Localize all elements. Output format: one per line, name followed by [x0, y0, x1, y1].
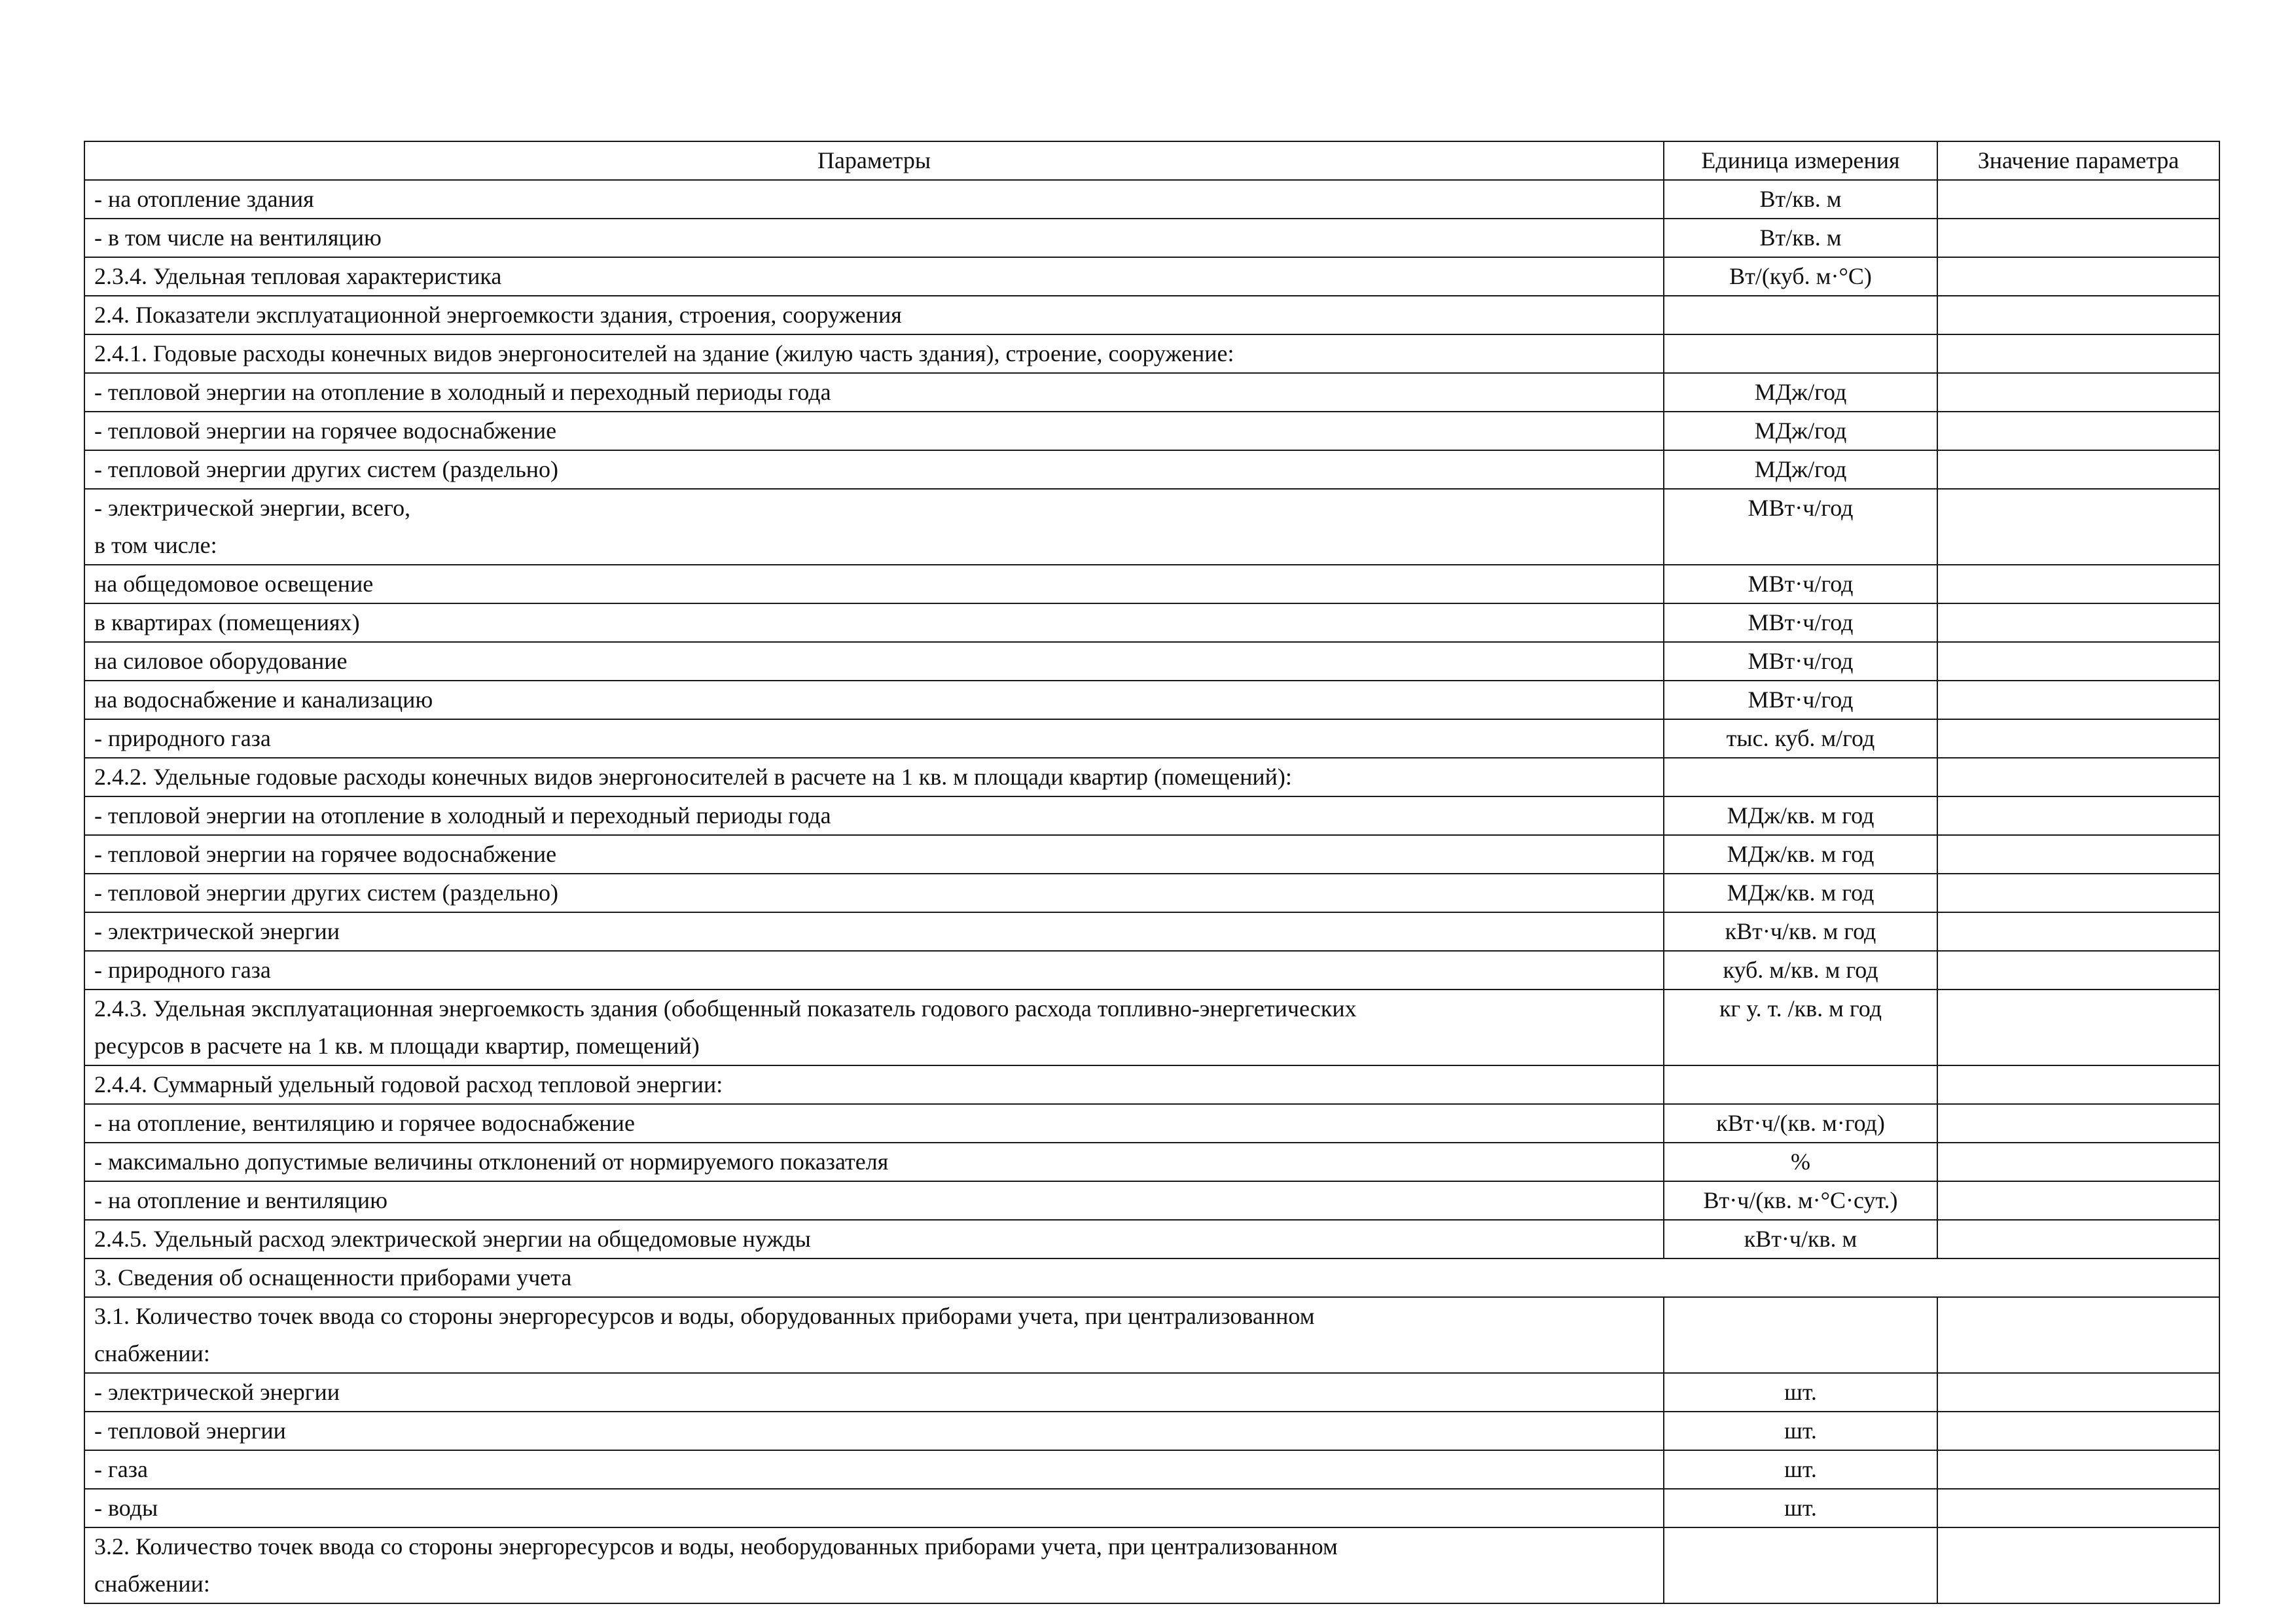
value-cell[interactable]: [1937, 835, 2219, 874]
value-cell[interactable]: [1937, 1527, 2219, 1603]
parameter-cell: [84, 373, 1664, 412]
parameter-cell: [84, 719, 1664, 758]
parameter-text: - на отопление здания: [94, 186, 314, 212]
table-row: [84, 681, 2219, 719]
parameter-cell: [84, 180, 1664, 219]
unit-cell: МДж/год: [1664, 412, 1937, 450]
value-cell[interactable]: [1937, 180, 2219, 219]
parameter-text: - тепловой энергии: [94, 1418, 286, 1444]
table-body: [84, 180, 2219, 1603]
table-row: [84, 334, 2219, 373]
value-cell[interactable]: [1937, 1104, 2219, 1143]
unit-cell: куб. м/кв. м год: [1664, 951, 1937, 990]
parameter-text: - электрической энергии, всего,: [94, 495, 411, 521]
parameter-text: 3.2. Количество точек ввода со стороны энергоресурсов и воды, необорудованных приборами учета, при централизованном: [94, 1533, 1338, 1560]
parameter-cell: [84, 257, 1664, 296]
table-row: [84, 412, 2219, 450]
value-cell[interactable]: [1937, 257, 2219, 296]
table-row: [84, 1489, 2219, 1527]
parameter-text: 3. Сведения об оснащенности приборами учета: [94, 1264, 572, 1291]
value-cell[interactable]: [1937, 1143, 2219, 1181]
parameter-cell: [84, 565, 1664, 603]
value-cell[interactable]: [1937, 1220, 2219, 1258]
parameter-cell: [84, 412, 1664, 450]
parameter-cell: [84, 1104, 1664, 1143]
value-cell[interactable]: [1937, 1450, 2219, 1489]
unit-cell: кВт·ч/(кв. м·год): [1664, 1104, 1937, 1143]
value-cell[interactable]: [1937, 412, 2219, 450]
value-cell[interactable]: [1937, 489, 2219, 565]
unit-cell: %: [1664, 1143, 1937, 1181]
parameter-cell: [84, 912, 1664, 951]
table-row: [84, 296, 2219, 334]
value-cell[interactable]: [1937, 874, 2219, 912]
value-cell[interactable]: [1937, 681, 2219, 719]
parameter-text: - тепловой энергии на отопление в холодный и переходный периоды года: [94, 379, 831, 405]
parameter-cell: [84, 1181, 1664, 1220]
parameter-cell: [84, 1220, 1664, 1258]
table-row: [84, 1527, 2219, 1603]
value-cell[interactable]: [1937, 912, 2219, 951]
parameter-cell: [84, 450, 1664, 489]
parameter-text: 2.4.1. Годовые расходы конечных видов энергоносителей на здание (жилую часть здания), строение, сооружение:: [94, 340, 1234, 366]
parameter-text: - тепловой энергии на горячее водоснабжение: [94, 841, 557, 867]
table-row: [84, 1065, 2219, 1104]
unit-cell: кВт·ч/кв. м год: [1664, 912, 1937, 951]
parameters-table-container: [84, 141, 2219, 1604]
parameter-text: - тепловой энергии других систем (раздельно): [94, 456, 558, 482]
parameter-cell: [84, 1065, 1664, 1104]
unit-cell: МВт·ч/год: [1664, 642, 1937, 681]
table-row: [84, 874, 2219, 912]
table-row: [84, 990, 2219, 1065]
parameters-table: [84, 141, 2220, 1604]
parameter-cell: [84, 874, 1664, 912]
parameter-cell: [84, 489, 1664, 565]
parameter-text: - на отопление, вентиляцию и горячее водоснабжение: [94, 1110, 635, 1136]
unit-cell: [1664, 1527, 1937, 1603]
parameter-cell: [84, 1489, 1664, 1527]
table-row: [84, 373, 2219, 412]
table-row: [84, 257, 2219, 296]
parameter-cell: [84, 835, 1664, 874]
table-row: [84, 719, 2219, 758]
header-parameters: Параметры: [84, 141, 1664, 180]
parameter-text: - на отопление и вентиляцию: [94, 1187, 387, 1213]
parameter-cell: [84, 1297, 1664, 1373]
table-row: [84, 1412, 2219, 1450]
table-row: [84, 758, 2219, 796]
parameter-text: - тепловой энергии на горячее водоснабжение: [94, 418, 557, 444]
table-row: [84, 603, 2219, 642]
parameter-cell: [84, 334, 1664, 373]
parameter-cell: [84, 990, 1664, 1065]
unit-cell: [1664, 1297, 1937, 1373]
parameter-text: в квартирах (помещениях): [94, 609, 360, 635]
unit-cell: МВт·ч/год: [1664, 489, 1937, 565]
parameter-text: на водоснабжение и канализацию: [94, 687, 433, 713]
unit-cell: МДж/кв. м год: [1664, 835, 1937, 874]
parameter-text: - газа: [94, 1456, 148, 1482]
parameter-cell: [84, 219, 1664, 257]
parameter-text: снабжении:: [94, 1571, 210, 1597]
table-row: [84, 1450, 2219, 1489]
parameter-cell: [84, 681, 1664, 719]
parameter-cell: [84, 642, 1664, 681]
value-cell[interactable]: [1937, 758, 2219, 796]
table-row: [84, 1143, 2219, 1181]
table-row: [84, 1220, 2219, 1258]
value-cell[interactable]: [1937, 450, 2219, 489]
table-row: [84, 642, 2219, 681]
unit-cell: кг у. т. /кв. м год: [1664, 990, 1937, 1065]
unit-cell: МВт·ч/год: [1664, 603, 1937, 642]
table-row: [84, 180, 2219, 219]
unit-cell: шт.: [1664, 1373, 1937, 1412]
unit-cell: [1664, 1065, 1937, 1104]
table-row: [84, 1373, 2219, 1412]
parameter-cell: [84, 1412, 1664, 1450]
parameter-text: - природного газа: [94, 957, 271, 983]
parameter-text: - электрической энергии: [94, 918, 340, 944]
table-row: [84, 1258, 2219, 1297]
value-cell[interactable]: [1937, 603, 2219, 642]
value-cell[interactable]: [1937, 642, 2219, 681]
value-cell[interactable]: [1937, 373, 2219, 412]
unit-cell: Вт/кв. м: [1664, 180, 1937, 219]
unit-cell: МДж/год: [1664, 373, 1937, 412]
value-cell[interactable]: [1937, 1373, 2219, 1412]
value-cell[interactable]: [1937, 951, 2219, 990]
value-cell[interactable]: [1937, 796, 2219, 835]
parameter-text: 2.4. Показатели эксплуатационной энергоемкости здания, строения, сооружения: [94, 302, 902, 328]
parameter-cell: [84, 1143, 1664, 1181]
parameter-text: 2.4.5. Удельный расход электрической энергии на общедомовые нужды: [94, 1226, 811, 1252]
unit-cell: шт.: [1664, 1450, 1937, 1489]
parameter-text: - максимально допустимые величины отклонений от нормируемого показателя: [94, 1149, 889, 1175]
value-cell[interactable]: [1937, 1489, 2219, 1527]
parameter-text: в том числе:: [94, 532, 217, 558]
parameter-cell: [84, 296, 1664, 334]
unit-cell: МДж/кв. м год: [1664, 796, 1937, 835]
unit-cell: Вт/кв. м: [1664, 219, 1937, 257]
unit-cell: Вт/(куб. м·°С): [1664, 257, 1937, 296]
parameter-text: - в том числе на вентиляцию: [94, 224, 382, 251]
parameter-text: 2.4.4. Суммарный удельный годовой расход тепловой энергии:: [94, 1071, 723, 1097]
parameter-text: 2.4.2. Удельные годовые расходы конечных видов энергоносителей в расчете на 1 кв. м площади квартир (помещений):: [94, 764, 1292, 790]
parameter-text: - тепловой энергии на отопление в холодный и переходный периоды года: [94, 802, 831, 829]
parameter-cell: [84, 758, 1664, 796]
unit-cell: [1664, 334, 1937, 373]
value-cell[interactable]: [1937, 565, 2219, 603]
table-header-row: [84, 141, 2219, 180]
parameter-text: 2.4.3. Удельная эксплуатационная энергоемкость здания (обобщенный показатель годового расхода топливно-энергетических: [94, 995, 1357, 1022]
value-cell[interactable]: [1937, 1065, 2219, 1104]
value-cell[interactable]: [1937, 1181, 2219, 1220]
parameter-cell: [84, 603, 1664, 642]
parameter-cell: [84, 1527, 1664, 1603]
unit-cell: МДж/кв. м год: [1664, 874, 1937, 912]
table-row: [84, 489, 2219, 565]
unit-cell: Вт·ч/(кв. м·°С·сут.): [1664, 1181, 1937, 1220]
parameter-text: ресурсов в расчете на 1 кв. м площади квартир, помещений): [94, 1033, 700, 1059]
unit-cell: шт.: [1664, 1412, 1937, 1450]
parameter-cell: [84, 1258, 2219, 1297]
unit-cell: МВт·ч/год: [1664, 681, 1937, 719]
parameter-text: на общедомовое освещение: [94, 571, 374, 597]
parameter-text: 3.1. Количество точек ввода со стороны энергоресурсов и воды, оборудованных приборами учета, при централизованном: [94, 1303, 1315, 1329]
parameter-cell: [84, 951, 1664, 990]
value-cell[interactable]: [1937, 990, 2219, 1065]
header-unit: Единица измерения: [1664, 141, 1937, 180]
parameter-text: на силовое оборудование: [94, 648, 348, 674]
value-cell[interactable]: [1937, 334, 2219, 373]
table-row: [84, 912, 2219, 951]
parameter-text: - природного газа: [94, 725, 271, 751]
value-cell[interactable]: [1937, 296, 2219, 334]
parameter-text: - электрической энергии: [94, 1379, 340, 1405]
value-cell[interactable]: [1937, 1412, 2219, 1450]
parameter-cell: [84, 1373, 1664, 1412]
table-row: [84, 1104, 2219, 1143]
table-row: [84, 565, 2219, 603]
unit-cell: [1664, 296, 1937, 334]
table-row: [84, 450, 2219, 489]
parameter-text: - воды: [94, 1495, 158, 1521]
unit-cell: МДж/год: [1664, 450, 1937, 489]
unit-cell: кВт·ч/кв. м: [1664, 1220, 1937, 1258]
value-cell[interactable]: [1937, 1297, 2219, 1373]
parameter-cell: [84, 796, 1664, 835]
value-cell[interactable]: [1937, 719, 2219, 758]
table-row: [84, 1181, 2219, 1220]
table-row: [84, 835, 2219, 874]
unit-cell: МВт·ч/год: [1664, 565, 1937, 603]
parameter-text: снабжении:: [94, 1340, 210, 1366]
value-cell[interactable]: [1937, 219, 2219, 257]
parameter-text: 2.3.4. Удельная тепловая характеристика: [94, 263, 502, 289]
header-value: Значение параметра: [1937, 141, 2219, 180]
unit-cell: тыс. куб. м/год: [1664, 719, 1937, 758]
table-row: [84, 951, 2219, 990]
unit-cell: шт.: [1664, 1489, 1937, 1527]
table-row: [84, 219, 2219, 257]
parameter-cell: [84, 1450, 1664, 1489]
table-row: [84, 796, 2219, 835]
table-row: [84, 1297, 2219, 1373]
parameter-text: - тепловой энергии других систем (раздельно): [94, 880, 558, 906]
unit-cell: [1664, 758, 1937, 796]
